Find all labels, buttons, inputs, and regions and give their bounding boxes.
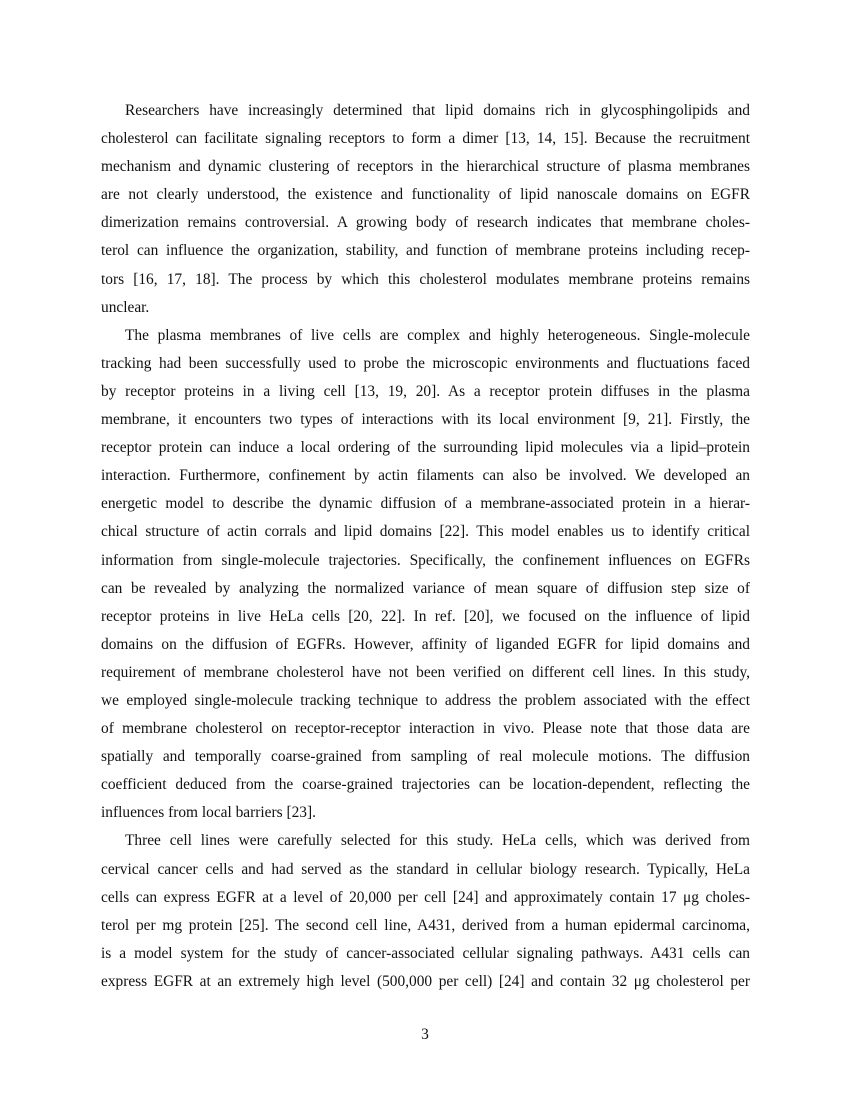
- text-line: chical structure of actin corrals and lipid domains [22]. This model enables us to identify critical: [101, 523, 750, 541]
- text-line: cells can express EGFR at a level of 20,000 per cell [24] and approximately contain 17 μg choles-: [101, 888, 750, 906]
- text-line: Researchers have increasingly determined that lipid domains rich in glycosphingolipids and: [125, 102, 750, 119]
- text-line: terol can influence the organization, stability, and function of membrane proteins including recep-: [101, 242, 750, 260]
- page-number: 3: [421, 1026, 429, 1043]
- text-line: mechanism and dynamic clustering of receptors in the hierarchical structure of plasma membranes: [101, 158, 750, 176]
- text-line: requirement of membrane cholesterol have not been verified on different cell lines. In this study,: [101, 663, 750, 681]
- paragraph-1: [101, 97, 750, 322]
- text-line: are not clearly understood, the existence and functionality of lipid nanoscale domains on EGFR: [101, 186, 750, 204]
- text-line: cholesterol can facilitate signaling receptors to form a dimer [13, 14, 15]. Because the recruitment: [101, 130, 750, 148]
- text-line: tors [16, 17, 18]. The process by which this cholesterol modulates membrane proteins remains: [101, 270, 750, 288]
- text-line: membrane, it encounters two types of interactions with its local environment [9, 21]. Firstly, the: [101, 411, 750, 429]
- text-line: receptor proteins in live HeLa cells [20, 22]. In ref. [20], we focused on the influence of lipid: [101, 607, 750, 625]
- text-line: receptor protein can induce a local ordering of the surrounding lipid molecules via a lipid–protein: [101, 439, 750, 457]
- text-line: dimerization remains controversial. A growing body of research indicates that membrane choles-: [101, 214, 750, 232]
- text-line: spatially and temporally coarse-grained from sampling of real molecule motions. The diffusion: [101, 748, 750, 766]
- text-line: of membrane cholesterol on receptor-receptor interaction in vivo. Please note that those data are: [101, 720, 750, 738]
- page-body: [101, 97, 750, 996]
- text-line: cervical cancer cells and had served as the standard in cellular biology research. Typically, HeLa: [101, 860, 750, 878]
- text-line: terol per mg protein [25]. The second cell line, A431, derived from a human epidermal carcinoma,: [101, 916, 750, 934]
- text-line: we employed single-molecule tracking technique to address the problem associated with the effect: [101, 691, 750, 709]
- paragraph-2: [101, 322, 750, 828]
- text-line: tracking had been successfully used to probe the microscopic environments and fluctuations faced: [101, 354, 750, 372]
- text-line: influences from local barriers [23].: [101, 804, 316, 822]
- text-line: energetic model to describe the dynamic diffusion of a membrane-associated protein in a hierar-: [101, 495, 750, 513]
- text-line: interaction. Furthermore, confinement by actin filaments can also be involved. We developed an: [101, 467, 750, 485]
- text-line: information from single-molecule trajectories. Specifically, the confinement influences on EGFRs: [101, 551, 750, 569]
- text-line: express EGFR at an extremely high level (500,000 per cell) [24] and contain 32 μg cholesterol per: [101, 972, 750, 990]
- text-line: by receptor proteins in a living cell [13, 19, 20]. As a receptor protein diffuses in the plasma: [101, 382, 750, 400]
- text-line: can be revealed by analyzing the normalized variance of mean square of diffusion step size of: [101, 579, 750, 597]
- text-line: coefficient deduced from the coarse-grained trajectories can be location-dependent, reflecting the: [101, 776, 750, 794]
- text-line: Three cell lines were carefully selected for this study. HeLa cells, which was derived from: [125, 832, 750, 850]
- text-line: domains on the diffusion of EGFRs. However, affinity of liganded EGFR for lipid domains and: [101, 635, 750, 653]
- text-line: The plasma membranes of live cells are complex and highly heterogeneous. Single-molecule: [125, 326, 750, 344]
- paragraph-3: [101, 827, 750, 996]
- text-line: unclear.: [101, 298, 150, 316]
- text-line: is a model system for the study of cancer-associated cellular signaling pathways. A431 cells can: [101, 944, 750, 962]
